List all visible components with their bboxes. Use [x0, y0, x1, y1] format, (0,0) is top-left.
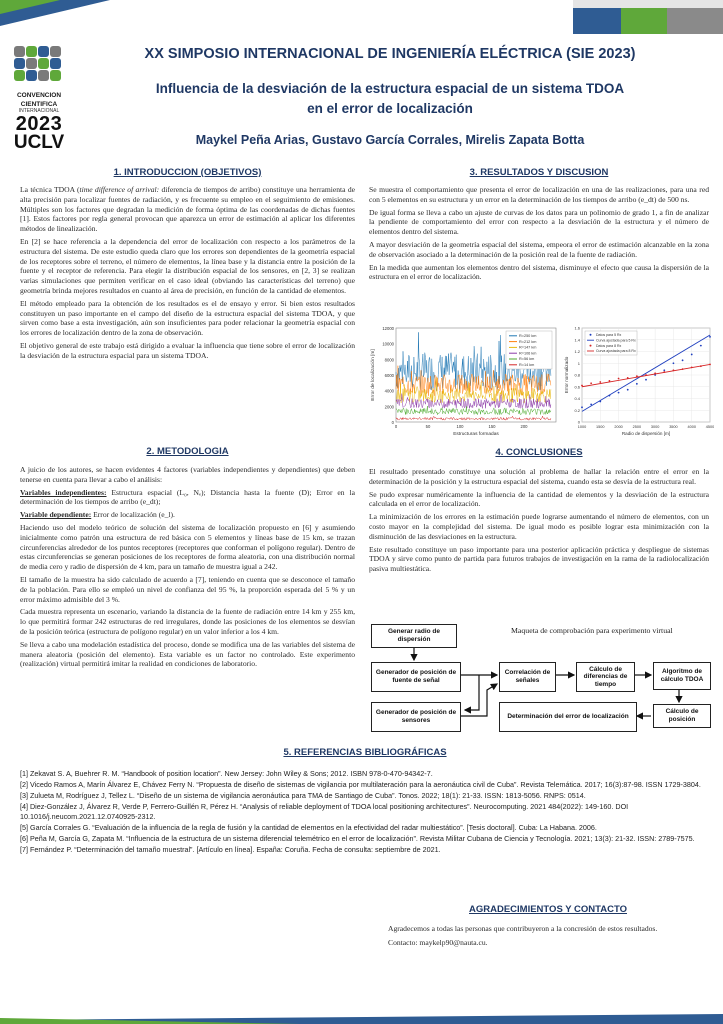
y-tick-label: 0.8	[574, 372, 580, 378]
x-tick-label: 150	[488, 424, 496, 429]
legend-label: Curva ajustada para 5 Rx	[596, 338, 636, 343]
x-tick-label: 50	[425, 424, 431, 429]
x-tick-label: 3000	[650, 425, 660, 429]
intro-paragraph-4: El objetivo general de este trabajo está dirigido a evaluar la influencia que tiene sobre el error de localización la desviación de la estructura espacial para un sistema TDOA.	[20, 340, 355, 360]
results-paragraph-1: Se muestra el comportamiento que presenta el error de localización en una de las realizaciones, para una red con 5 elementos en su estructura y un error en la determinación de los tiempos de arribo (e_dt) de 500 ns.	[369, 185, 709, 204]
y-axis-label: Error de localización [m]	[371, 349, 376, 401]
x-tick-label: 1500	[596, 425, 605, 429]
results-paragraph-3: A mayor desviación de la geometría espacial del sistema, empeora el error de estimación alcanzable en la zona de observación asociado a la determinación de la posición real de la fuente de radiación.	[369, 239, 709, 259]
x-tick-label: 2500	[632, 425, 642, 429]
method-paragraph-2: Haciendo uso del modelo teórico de solución del sistema de localización propuesto en [6] y asumiendo inicialmente como patrón una estructura de red básica con 5 elementos y líneas base de 15 km, se trazan circunferencias alrededor de los puntos receptores (receptores que conforman el polígono regular). Dentro de estas circunferencias se generan posiciones de los receptores de forma aleatoria, con una distribución normal de media cero y radio de dispersión de 4 km, para un tamaño de muestra igual a 242.	[20, 522, 355, 572]
data-point	[618, 378, 620, 380]
y-tick-label: 1.6	[574, 325, 580, 331]
acknowledgements	[388, 924, 708, 948]
conclusion-paragraph-2: Se pudo expresar numéricamente la influencia de la cantidad de elementos y la desviación de la estructura calculada en el error de localización.	[369, 489, 709, 509]
paper-title-line1: Influencia de la desviación de la estructura espacial de un sistema TDOA	[155, 81, 625, 96]
intro-paragraph-2: En [2] se hace referencia a la dependencia del error de localización con respecto a los parámetros de la estructura del sistema. De este estudio queda claro que los errores son dependientes de la geometría espacial de los receptores sobre el terreno, el número de elementos, la línea base y la distancia entre la posición de la fuente y el receptor de referencia. Para elegir la distribución espacial de los sensores, en [2, 3] se realizan varias simulaciones que permiten verificar en el caso ideal (obviando las características del terreno) que geometría brinda mejores resultados en cuanto al área de precisión, en función de la cantidad de elementos.	[20, 236, 355, 295]
data-point	[627, 389, 629, 391]
data-point	[645, 379, 647, 381]
results-paragraph-2: De igual forma se lleva a cabo un ajuste de curvas de los datos para un polinomio de grado 1, a fin de analizar la pendiente de comportamiento del error con respecto a la desviación de la estructura y el número de elementos dentro del sistema.	[369, 207, 709, 237]
reference-item: [6] Peña M, García G, Zapata M. “Influencia de la estructura de un sistema diferencial telemétrico en el error de localización”. Revista Militar Cubana de Ciencia y Tecnología. 2021; 13(3): 21-32. ISSN: 2789-7575.	[20, 833, 695, 843]
section-resultados	[369, 185, 709, 285]
y-tick-label: 12000	[382, 326, 394, 331]
chart-error-normalizado	[562, 322, 714, 440]
x-tick-label: 0	[394, 424, 398, 429]
y-tick-label: 1.4	[574, 337, 580, 343]
logo-line1: CONVENCION	[16, 92, 62, 99]
y-tick-label: 6000	[384, 373, 394, 378]
diagram-box-algoritmo: Algoritmo de cálculo TDOA	[653, 662, 711, 690]
method-variables-independent: Variables independientes: Estructura espacial (L₀, Nₑ); Distancia hasta la fuente (D); Error en la determinación de los tiempos de arribo (e_dt);	[20, 487, 355, 507]
conference-logo	[10, 46, 68, 152]
section-introduccion	[20, 185, 355, 364]
method-paragraph-4: Cada muestra representa un escenario, variando la distancia de la fuente de radiación entre 14 km y 255 km, lo que permitirá formar 242 estructuras de red irregulares, donde las posiciones de los elementos se desvían de la posición teórica (estructura de polígono regular) en un valor inferior a los 4 km.	[20, 607, 355, 636]
legend-label: R=147 km	[519, 345, 537, 350]
y-axis-label: Error normalizado	[564, 356, 569, 394]
logo-grid-icon	[14, 46, 62, 90]
section-title-introduccion: 1. INTRODUCCION (OBJETIVOS)	[113, 167, 262, 178]
reference-item: [2] Vicedo Ramos A, Marín Álvarez E, Chávez Ferry N. “Propuesta de diseño de sistemas de vigilancia por multilateración para la aeronáutica civil de Cuba”. Revista Telemática. 2017; 16(3):87-98. ISSN 1729-3804.	[20, 779, 701, 789]
diagram-box-fuente: Generador de posición de fuente de señal	[371, 662, 461, 692]
corner-decoration-bottom	[0, 1006, 723, 1024]
method-paragraph-1: A juicio de los autores, se hacen evidentes 4 factores (variables independientes y dependientes) que deben tenerse en cuenta para llevar a cabo el análisis:	[20, 465, 355, 484]
corner-decoration-right	[573, 0, 723, 40]
paper-title-line2: en el error de localización	[307, 101, 473, 116]
results-paragraph-4: En la medida que aumentan los elementos dentro del sistema, disminuye el efecto que causa la dispersión de la estructura en el error de localización.	[369, 262, 709, 282]
x-axis-label: Radio de dispersión [m]	[621, 431, 671, 436]
data-point	[581, 406, 583, 408]
method-paragraph-5: Se lleva a cabo una modelación estadística del proceso, donde se modifica una de las variables del sistema de manera aleatoria (posición del elemento). Esta variable es un factor no controlado. Este experimento (realización) virtual permitirá imitar la realidad en condiciones de laboratorio.	[20, 639, 355, 669]
section-title-resultados: 3. RESULTADOS Y DISCUSION	[469, 167, 609, 178]
method-paragraph-3: El tamaño de la muestra ha sido calculado de acuerdo a [7], teniendo en cuenta que se desconoce el tamaño de la población. Para ello se empleó un nivel de confianza del 95 %, la proporción esperada del 5 % y un error máximo admisible del 3 %.	[20, 574, 355, 604]
legend-label: R=212 km	[519, 339, 537, 344]
x-tick-label: 3500	[669, 425, 678, 429]
reference-item: [5] García Corrales G. “Evaluación de la influencia de la regla de fusión y la cantidad de elementos en la efectividad del radar multiestático”. [Tesis doctoral]. Cuba: La Habana. 2006.	[20, 822, 597, 832]
x-tick-label: 1000	[577, 425, 587, 429]
ack-paragraph: Agradecemos a todas las personas que contribuyeron a la concresión de estos resultados.	[388, 924, 658, 933]
legend-label: Datos para 8 Rx	[596, 343, 622, 348]
data-point	[590, 403, 592, 405]
section-title-conclusiones: 4. CONCLUSIONES	[495, 447, 583, 458]
y-tick-label: 0	[391, 420, 394, 425]
diagram-box-posicion: Cálculo de posición	[653, 704, 711, 728]
section-title-metodologia: 2. METODOLOGIA	[146, 446, 229, 457]
paper-title	[80, 79, 700, 119]
legend-label: R=14 km	[519, 363, 535, 367]
y-tick-label: 4000	[384, 388, 394, 394]
logo-university: UCLV	[13, 132, 65, 153]
data-point	[599, 381, 601, 383]
conclusion-paragraph-1: El resultado presentado constituye una solución al problema de hallar la relación entre el error en la determinación de la posición y la estructura espacial del sistema, cuando esta se desvía de la estructura real.	[369, 467, 709, 486]
y-tick-label: 0.2	[574, 407, 580, 413]
x-tick-label: 100	[456, 424, 464, 429]
experiment-diagram	[369, 620, 714, 742]
x-tick-label: 4500	[705, 425, 714, 429]
reference-item: [7] Fernández P. “Determinación del tamaño muestral”. [Artículo en línea]. España: Coruña. Fecha de consulta: septiembre de 2021.	[20, 844, 441, 854]
method-variables-dependent: Variable dependiente: Error de localización (e_l).	[20, 510, 175, 520]
x-axis-label: Estructuras formadas	[453, 432, 499, 437]
diagram-caption: Maqueta de comprobación para experimento virtual	[511, 626, 673, 635]
section-metodologia	[20, 465, 355, 672]
y-tick-label: 0.6	[574, 384, 580, 390]
corner-decoration-left	[0, 0, 120, 30]
contact-email: Contacto: maykelp90@nauta.cu.	[388, 938, 488, 947]
data-point	[590, 382, 592, 384]
data-point	[709, 336, 711, 338]
data-point	[691, 354, 693, 356]
legend-label: R=250 km	[519, 334, 537, 338]
diagram-box-radio: Generar radio de dispersión	[371, 624, 457, 648]
section-title-referencias: 5. REFERENCIAS BIBLIOGRÁFICAS	[283, 747, 447, 758]
section-title-agradecimientos: AGRADECIMIENTOS Y CONTACTO	[469, 904, 627, 915]
legend-label: Curva ajustada para 8 Rx	[596, 349, 636, 354]
conclusion-paragraph-3: La minimización de los errores en la estimación puede lograrse aumentando el número de elementos, con un costo mayor en la complejidad del sistema. De igual modo es posible lograr esta minimización con la disminución de las desviaciones en la estructura.	[369, 512, 709, 541]
intro-paragraph-3: El método empleado para la obtención de los resultados es el de ensayo y error. Si bien estos resultados constituyen un paso importante en el campo del diseño de la estructura espacial del sistema TDOA, y que sirven como base a esta investigación, aún son insuficientes para poder relacionar la geometría espacial con los errores de localización dentro de la zona de observación.	[20, 298, 355, 338]
y-tick-label: 1.2	[574, 349, 580, 354]
y-tick-label: 0	[577, 419, 580, 425]
x-tick-label: 2000	[614, 425, 623, 429]
legend-label: R=56 km	[519, 357, 535, 362]
x-tick-label: 200	[520, 424, 528, 429]
diagram-box-diferencias: Cálculo de diferencias de tiempo	[576, 662, 635, 692]
conclusion-paragraph-4: Este resultado constituye un paso importante para una posterior aplicación práctica y despliegue de sistemas TDOA y sirve como punto de partida para futuros trabajos de investigación en la rama de la radiolocalización pasiva multiestática.	[369, 544, 709, 574]
reference-item: [3] Zulueta M, Rodríguez J, Tellez L. “Diseño de un sistema de vigilancia aeronáutica para TMA de Santiago de Cuba”. Tonos. 2022; 18(1): 21-33. ISSN: 1813-5056. RNPS: 0514.	[20, 790, 586, 800]
reference-item: [1] Zekavat S. A, Buehrer R. M. “Handbook of position location”. New Jersey: John Wiley & Sons; 2012. ISBN 978-0-470-94342-7.	[20, 769, 433, 778]
conference-title: XX SIMPOSIO INTERNACIONAL DE INGENIERÍA ELÉCTRICA (SIE 2023)	[144, 46, 636, 62]
reference-item: [4] Diez-González J, Álvarez R, Verde P, Ferrero-Guillén R, Pérez H. “Analysis of reliable deployment of TDOA local positioning architectures”. Neurocomputing. 2021 484(2022): 149-160. DOI 10.1016/j.neucom.2021.12.0740925-2312.	[20, 801, 629, 821]
section-conclusiones	[369, 467, 709, 577]
authors: Maykel Peña Arias, Gustavo García Corrales, Mirelis Zapata Botta	[195, 133, 585, 147]
legend-swatch	[590, 345, 592, 347]
y-tick-label: 10000	[382, 341, 394, 347]
y-tick-label: 0.4	[574, 396, 580, 401]
x-tick-label: 4000	[687, 425, 696, 429]
chart-error-vs-estructuras	[366, 322, 562, 440]
data-point	[618, 392, 620, 394]
legend-swatch	[590, 334, 592, 336]
data-point	[682, 359, 684, 361]
diagram-box-sensores: Generador de posición de sensores	[371, 702, 461, 732]
diagram-box-correlacion: Correlación de señales	[499, 662, 556, 692]
data-point	[673, 362, 675, 364]
data-point	[663, 369, 665, 371]
data-point	[700, 345, 702, 347]
logo-line2: CIENTIFICA	[20, 101, 58, 108]
data-point	[636, 383, 638, 385]
legend-label: Datos para 5 Rx	[596, 333, 622, 337]
y-tick-label: 1	[577, 360, 580, 366]
logo-line3: INTERNACIONAL	[18, 108, 60, 114]
legend-label: R=106 km	[519, 351, 537, 356]
diagram-box-error: Determinación del error de localización	[499, 702, 637, 732]
y-tick-label: 8000	[384, 357, 394, 363]
y-tick-label: 2000	[384, 404, 394, 410]
references-list	[20, 769, 710, 855]
logo-year: 2023	[15, 113, 63, 135]
intro-paragraph-1: La técnica TDOA (time difference of arrival: diferencia de tiempos de arribo) constituye una herramienta de alta precisión para localizar fuentes de radiación, y es frecuente su empleo en el seguimiento de emisiones. Múltiples son los factores que degradan la medición de forma óptima de las coordenadas de dichas fuentes [1]. Estos factores por regla general provocan que aparezca un error de estimación al aplicar los diferentes métodos de linealización.	[20, 185, 355, 234]
